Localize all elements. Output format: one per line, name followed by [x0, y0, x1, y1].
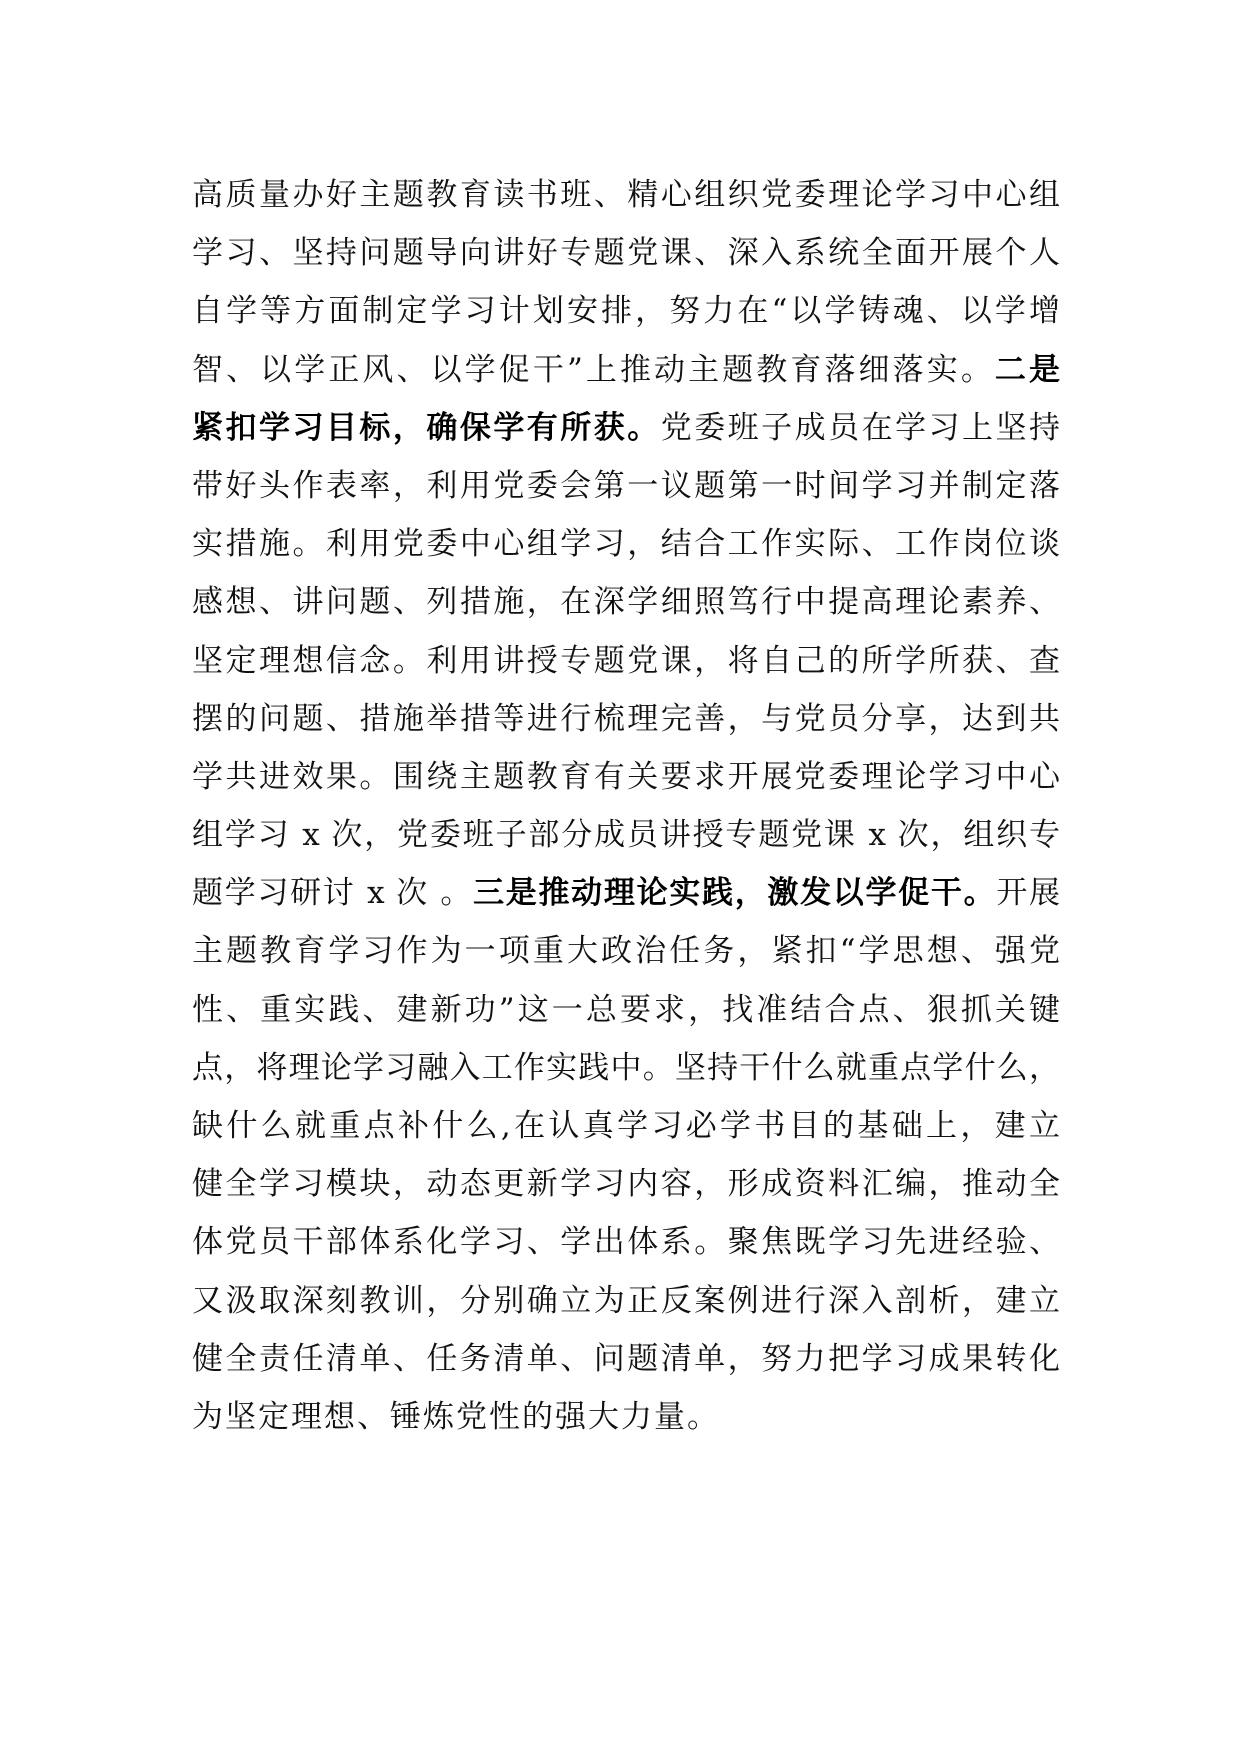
- body-text-run: 摆的问题、措施举措等进行梳理完善，与党员分享，达到共: [192, 700, 1060, 737]
- text-line: [192, 341, 1060, 399]
- body-text-run: 健全责任清单、任务清单、问题清单，努力把学习成果转化: [192, 1340, 1060, 1377]
- body-text-run: 带好头作表率，利用党委会第一议题第一时间学习并制定落: [192, 467, 1060, 504]
- bold-heading-text: 二是: [994, 351, 1060, 388]
- text-line: [192, 806, 1060, 864]
- body-text-run: 体党员干部体系化学习、学出体系。聚焦既学习先进经验、: [192, 1224, 1060, 1261]
- text-line: [192, 1213, 1060, 1271]
- text-line: [192, 282, 1060, 340]
- text-line: [192, 981, 1060, 1039]
- text-line: [192, 573, 1060, 631]
- text-line: [192, 922, 1060, 980]
- body-text-run: 为坚定理想、锤炼党性的强大力量。: [192, 1398, 720, 1435]
- body-text-run: 点，将理论学习融入工作实践中。坚持干什么就重点学什么，: [192, 1049, 1060, 1086]
- body-text-run: 智、以学正风、以学促干”上推动主题教育落细落实。: [192, 351, 995, 388]
- body-text-run: 开展: [996, 875, 1061, 912]
- body-text-run: 健全学习模块，动态更新学习内容，形成资料汇编，推动全: [192, 1166, 1060, 1203]
- text-line: [192, 748, 1060, 806]
- text-line: [192, 224, 1060, 282]
- text-line: [192, 632, 1060, 690]
- body-text-run: 党委班子成员在学习上坚持: [660, 409, 1060, 446]
- text-line: [192, 690, 1060, 748]
- text-line: [192, 1388, 1060, 1446]
- body-text-run: 自学等方面制定学习计划安排，努力在“以学铸魂、以学增: [192, 293, 1060, 330]
- text-line: [192, 1097, 1060, 1155]
- text-line: [192, 1155, 1060, 1213]
- text-line: [192, 399, 1060, 457]
- bold-heading-text: 紧扣学习目标，确保学有所获。: [192, 409, 661, 446]
- body-text: [192, 166, 1060, 1446]
- text-line: [192, 864, 1060, 922]
- body-text-run: 性、重实践、建新功”这一总要求，找准结合点、狠抓关键: [192, 991, 1060, 1028]
- body-text-run: 坚定理想信念。利用讲授专题党课，将自己的所学所获、查: [192, 642, 1060, 679]
- body-text-run: 题学习研讨 x 次 。: [192, 875, 474, 912]
- body-text-run: 实措施。利用党委中心组学习，结合工作实际、工作岗位谈: [192, 526, 1060, 563]
- text-line: [192, 1330, 1060, 1388]
- text-line: [192, 1039, 1060, 1097]
- body-text-run: 高质量办好主题教育读书班、精心组织党委理论学习中心组: [192, 177, 1060, 213]
- text-line: [192, 166, 1060, 224]
- text-line: [192, 457, 1060, 515]
- body-text-run: 感想、讲问题、列措施，在深学细照笃行中提高理论素养、: [192, 584, 1060, 621]
- body-text-run: 学习、坚持问题导向讲好专题党课、深入系统全面开展个人: [192, 235, 1060, 272]
- body-text-run: 主题教育学习作为一项重大政治任务，紧扣“学思想、强党: [192, 933, 1060, 970]
- body-text-run: 缺什么就重点补什么,在认真学习必学书目的基础上，建立: [192, 1108, 1060, 1144]
- text-line: [192, 515, 1060, 573]
- body-text-run: 又汲取深刻教训，分别确立为正反案例进行深入剖析，建立: [192, 1282, 1060, 1319]
- body-text-run: 组学习 x 次，党委班子部分成员讲授专题党课 x 次，组织专: [192, 817, 1060, 854]
- body-text-run: 学共进效果。围绕主题教育有关要求开展党委理论学习中心: [192, 758, 1060, 795]
- bold-heading-text: 三是推动理论实践，激发以学促干。: [473, 875, 997, 912]
- text-line: [192, 1272, 1060, 1330]
